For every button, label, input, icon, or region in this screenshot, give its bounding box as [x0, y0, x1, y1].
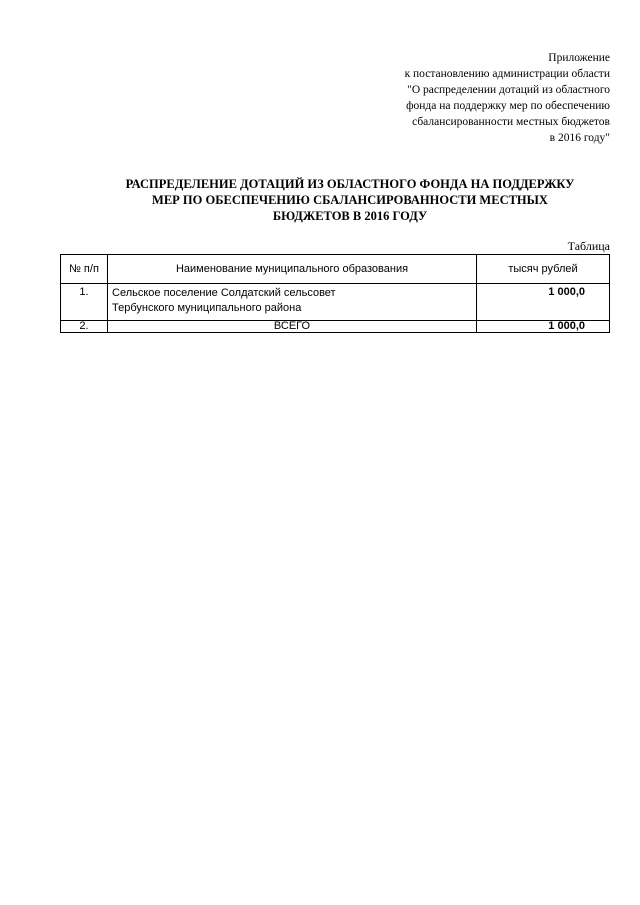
total-label: ВСЕГО	[108, 321, 477, 333]
row-name-line: Сельское поселение Солдатский сельсовет	[112, 287, 336, 299]
appendix-line: в 2016 году"	[549, 132, 610, 144]
appendix-line: фонда на поддержку мер по обеспечению	[406, 100, 610, 112]
row-name-line: Тербунского муниципального района	[112, 302, 302, 314]
title-line: БЮДЖЕТОВ В 2016 ГОДУ	[272, 209, 428, 223]
appendix-line: сбалансированности местных бюджетов	[412, 116, 610, 128]
appendix-line: к постановлению администрации области	[404, 68, 610, 80]
header-name: Наименование муниципального образования	[108, 255, 477, 284]
distribution-table	[60, 254, 610, 333]
row-name	[108, 284, 477, 321]
total-amount: 1 000,0	[477, 321, 610, 333]
table-label: Таблица	[567, 239, 610, 253]
row-num: 2.	[61, 321, 108, 333]
appendix-note	[350, 50, 610, 146]
row-amount: 1 000,0	[477, 284, 610, 321]
table-row-total	[61, 321, 610, 333]
document-title	[100, 176, 600, 224]
table-header-row	[61, 255, 610, 284]
header-amount: тысяч рублей	[477, 255, 610, 284]
appendix-line: Приложение	[548, 52, 610, 64]
header-num: № п/п	[61, 255, 108, 284]
title-line: РАСПРЕДЕЛЕНИЕ ДОТАЦИЙ ИЗ ОБЛАСТНОГО ФОНДА НА ПОДДЕРЖКУ	[125, 177, 575, 191]
table-row	[61, 284, 610, 321]
row-num: 1.	[61, 284, 108, 321]
appendix-line: "О распределении дотаций из областного	[407, 84, 610, 96]
title-line: МЕР ПО ОБЕСПЕЧЕНИЮ СБАЛАНСИРОВАННОСТИ МЕСТНЫХ	[152, 193, 548, 207]
